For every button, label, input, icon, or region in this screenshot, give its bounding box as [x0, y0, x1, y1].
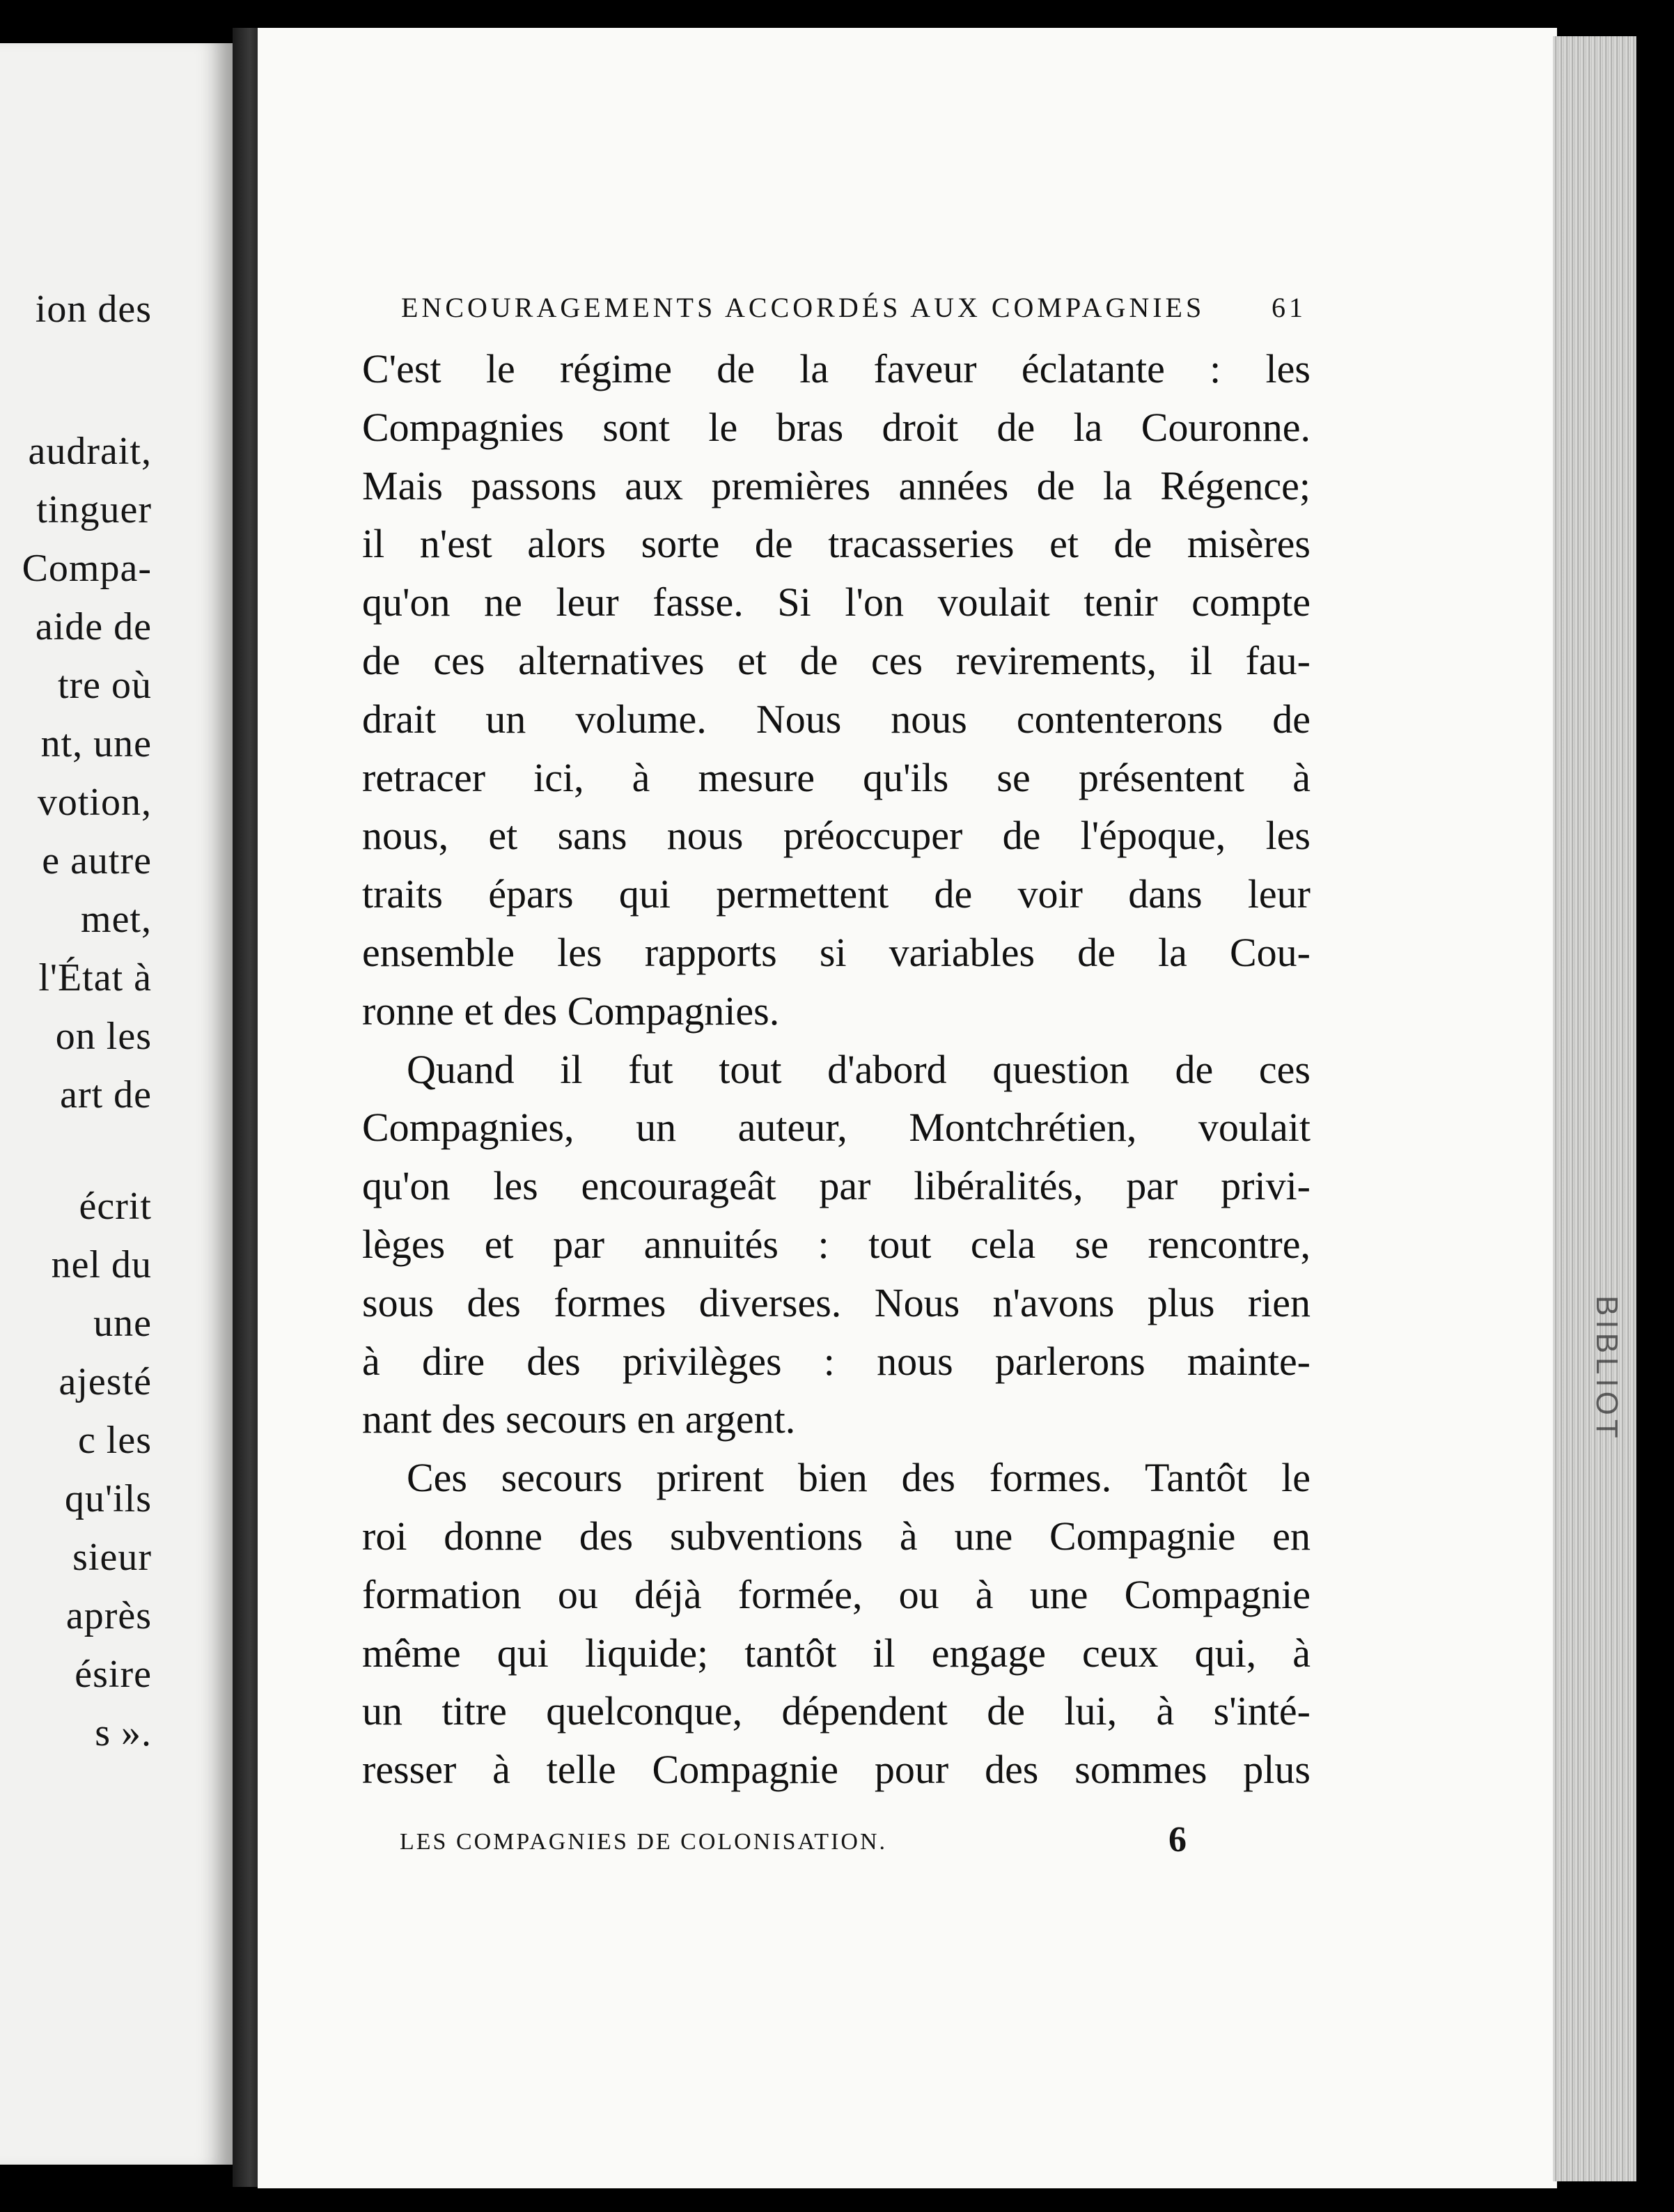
text-line: qu'on les encourageât par libéralités, par privi- [362, 1163, 1311, 1209]
text-line: Ces secours prirent bien des formes. Tantôt le [407, 1455, 1311, 1501]
text-line: qu'on ne leur fasse. Si l'on voulait tenir compte [362, 579, 1311, 625]
text-line: roi donne des subventions à une Compagnie en [362, 1513, 1311, 1559]
left-page-fragment: nt, une [40, 722, 152, 765]
text-line: formation ou déjà formée, ou à une Compagnie [362, 1571, 1311, 1617]
left-page-fragment: tinguer [36, 488, 152, 531]
running-head-title: ENCOURAGEMENTS ACCORDÉS AUX COMPAGNIES [401, 292, 1205, 323]
text-line: ronne et des Compagnies. [362, 988, 780, 1034]
text-line: à dire des privilèges : nous parlerons mainte- [362, 1338, 1311, 1384]
text-line: un titre quelconque, dépendent de lui, à s'inté- [362, 1688, 1311, 1734]
left-page-fragment: sieur [72, 1536, 152, 1579]
left-page-fragment: nel du [51, 1243, 152, 1286]
text-line: drait un volume. Nous nous contenterons de [362, 696, 1311, 742]
left-page-fragment: met, [81, 898, 152, 941]
paragraph [362, 340, 1311, 1041]
text-line: sous des formes diverses. Nous n'avons plus rien [362, 1279, 1311, 1325]
text-line: il n'est alors sorte de tracasseries et de misères [362, 521, 1311, 567]
text-line: même qui liquide; tantôt il engage ceux qui, à [362, 1630, 1311, 1676]
paragraph [362, 1041, 1311, 1449]
left-page-fragment: art de [60, 1073, 152, 1116]
text-line: Mais passons aux premières années de la Régence; [362, 462, 1311, 508]
left-page-fragment: tre où [57, 664, 152, 707]
signature-line [400, 1820, 1187, 1860]
text-line: nous, et sans nous préoccuper de l'époque, les [362, 813, 1311, 859]
text-line: Compagnies sont le bras droit de la Couronne. [362, 404, 1311, 450]
signature-title: LES COMPAGNIES DE COLONISATION. [400, 1829, 888, 1855]
left-page-fragment: après [65, 1594, 152, 1637]
left-page-fragment: écrit [79, 1185, 152, 1228]
page-number: 61 [1272, 292, 1306, 323]
left-page-fragment: Compa- [22, 547, 152, 590]
text-line: Compagnies, un auteur, Montchrétien, voulait [362, 1105, 1311, 1151]
left-page-fragment: ajesté [58, 1360, 152, 1403]
left-page-fragment: aide de [35, 605, 152, 648]
text-line: C'est le régime de la faveur éclatante : les [362, 346, 1311, 391]
text-line: retracer ici, à mesure qu'ils se présentent à [362, 754, 1311, 800]
left-page-fragment: c les [77, 1419, 152, 1462]
text-line: lèges et par annuités : tout cela se rencontre, [362, 1221, 1311, 1267]
left-page-fragment: s ». [95, 1711, 152, 1754]
text-line: resser à telle Compagnie pour des sommes plus [362, 1747, 1311, 1793]
left-page-fragment: ion des [35, 288, 152, 331]
text-line: Quand il fut tout d'abord question de ces [407, 1046, 1311, 1092]
left-page-fragment: une [93, 1302, 152, 1345]
left-page-fragment: ésire [75, 1653, 152, 1696]
text-line: traits épars qui permettent de voir dans leur [362, 871, 1311, 917]
left-page-fragment: e autre [42, 839, 152, 882]
left-page-fragment: qu'ils [65, 1477, 152, 1520]
page-edge [1553, 36, 1636, 2181]
edge-stamp: BIBLIOT [1590, 1295, 1624, 1442]
text-line: de ces alternatives et de ces revirements, il fau- [362, 637, 1311, 683]
body-text [362, 340, 1311, 1799]
left-page [0, 43, 233, 2165]
signature-mark: 6 [1168, 1820, 1187, 1860]
paragraph [362, 1449, 1311, 1799]
left-page-fragment: on les [55, 1015, 152, 1058]
left-page-fragment: l'État à [38, 956, 152, 999]
text-line: ensemble les rapports si variables de la Cou- [362, 929, 1311, 975]
text-line: nant des secours en argent. [362, 1396, 796, 1442]
left-page-fragment: votion, [37, 781, 152, 824]
left-page-fragment: audrait, [28, 430, 152, 473]
